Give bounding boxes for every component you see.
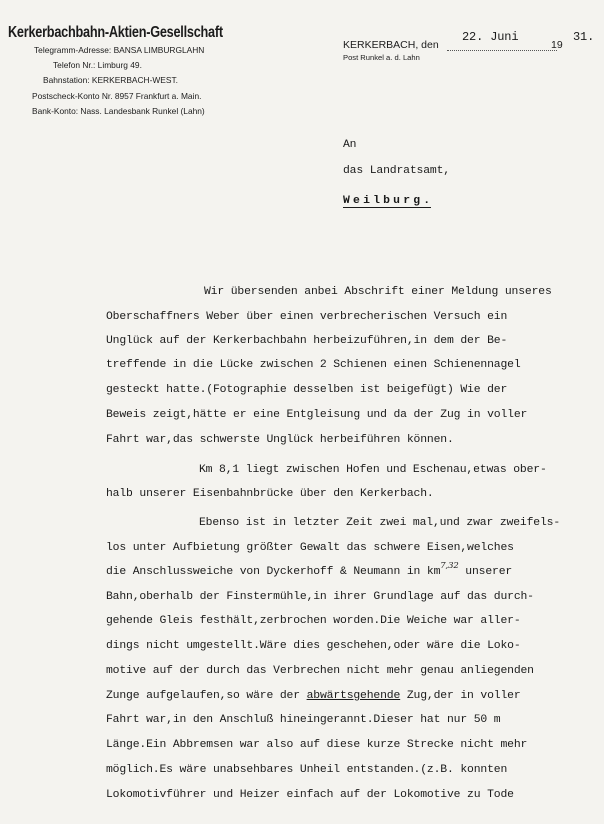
- body-line: [106, 561, 513, 578]
- body-line-text: unserer: [465, 566, 513, 578]
- body-line: Fahrt war,in den Anschluß hineingerannt.Dieser hat nur 50 m: [106, 714, 501, 726]
- recipient-line-1: An: [343, 139, 357, 151]
- body-line: halb unserer Eisenbahnbrücke über den Kerkerbach.: [106, 488, 434, 500]
- body-line-text: Zug,der in voller: [406, 690, 521, 702]
- body-line: treffende in die Lücke zwischen 2 Schienen einen Schienennagel: [106, 359, 521, 371]
- telegram-address: Telegramm-Adresse: BANSA LIMBURGLAHN: [34, 45, 205, 55]
- handwritten-km: 7,32: [440, 561, 459, 571]
- body-line: Unglück auf der Kerkerbachbahn herbeizuführen,in dem der Be-: [106, 335, 508, 347]
- underlined-word: abwärtsgehende: [306, 690, 401, 702]
- body-line: motive auf der durch das Verbrechen nicht mehr genau anliegenden: [106, 665, 534, 677]
- body-line-text: Zunge aufgelaufen,so wäre der: [106, 690, 300, 702]
- body-line: Wir übersenden anbei Abschrift einer Meldung unseres: [204, 286, 552, 298]
- body-line: Oberschaffners Weber über einen verbrecherischen Versuch ein: [106, 311, 508, 323]
- typed-year: 31.: [573, 30, 595, 44]
- body-line: Länge.Ein Abbremsen war also auf diese kurze Strecke nicht mehr: [106, 739, 528, 751]
- body-line: Lokomotivführer und Heizer einfach auf der Lokomotive zu Tode: [106, 789, 514, 801]
- body-line-text: die Anschlussweiche von Dyckerhoff & Neumann in km: [106, 566, 441, 578]
- company-name: Kerkerbachbahn-Aktien-Gesellschaft: [8, 24, 223, 41]
- bank-account: Bank-Konto: Nass. Landesbank Runkel (Lahn): [32, 106, 205, 116]
- recipient-line-2: das Landratsamt,: [343, 165, 450, 177]
- body-line: gesteckt hatte.(Fotographie desselben ist beigefügt) Wie der: [106, 384, 508, 396]
- body-line: Km 8,1 liegt zwischen Hofen und Eschenau,etwas ober-: [199, 464, 547, 476]
- body-line: Ebenso ist in letzter Zeit zwei mal,und zwar zweifels-: [199, 517, 561, 529]
- phone-number: Telefon Nr.: Limburg 49.: [53, 60, 142, 70]
- body-line: Bahn,oberhalb der Finstermühle,in ihrer Grundlage auf das durch-: [106, 591, 534, 603]
- date-line: [447, 50, 557, 51]
- body-line: [106, 690, 521, 702]
- place-label: KERKERBACH, den: [343, 39, 439, 51]
- railway-station: Bahnstation: KERKERBACH-WEST.: [43, 75, 178, 85]
- recipient-city: Weilburg.: [343, 195, 434, 207]
- year-prefix: 19: [551, 39, 563, 51]
- body-line: Fahrt war,das schwerste Unglück herbeiführen können.: [106, 434, 454, 446]
- body-line: gehende Gleis festhält,zerbrochen worden.Die Weiche war aller-: [106, 615, 521, 627]
- post-office: Post Runkel a. d. Lahn: [343, 53, 420, 62]
- typed-date: 22. Juni: [462, 30, 519, 44]
- body-line: dings nicht umgestellt.Wäre dies geschehen,oder wäre die Loko-: [106, 640, 521, 652]
- postcheck-account: Postscheck-Konto Nr. 8957 Frankfurt a. Main.: [32, 91, 202, 101]
- body-line: los unter Aufbietung größter Gewalt das schwere Eisen,welches: [106, 542, 514, 554]
- body-line: Beweis zeigt,hätte er eine Entgleisung und da der Zug in voller: [106, 409, 528, 421]
- body-line: möglich.Es wäre unabsehbares Unheil entstanden.(z.B. konnten: [106, 764, 508, 776]
